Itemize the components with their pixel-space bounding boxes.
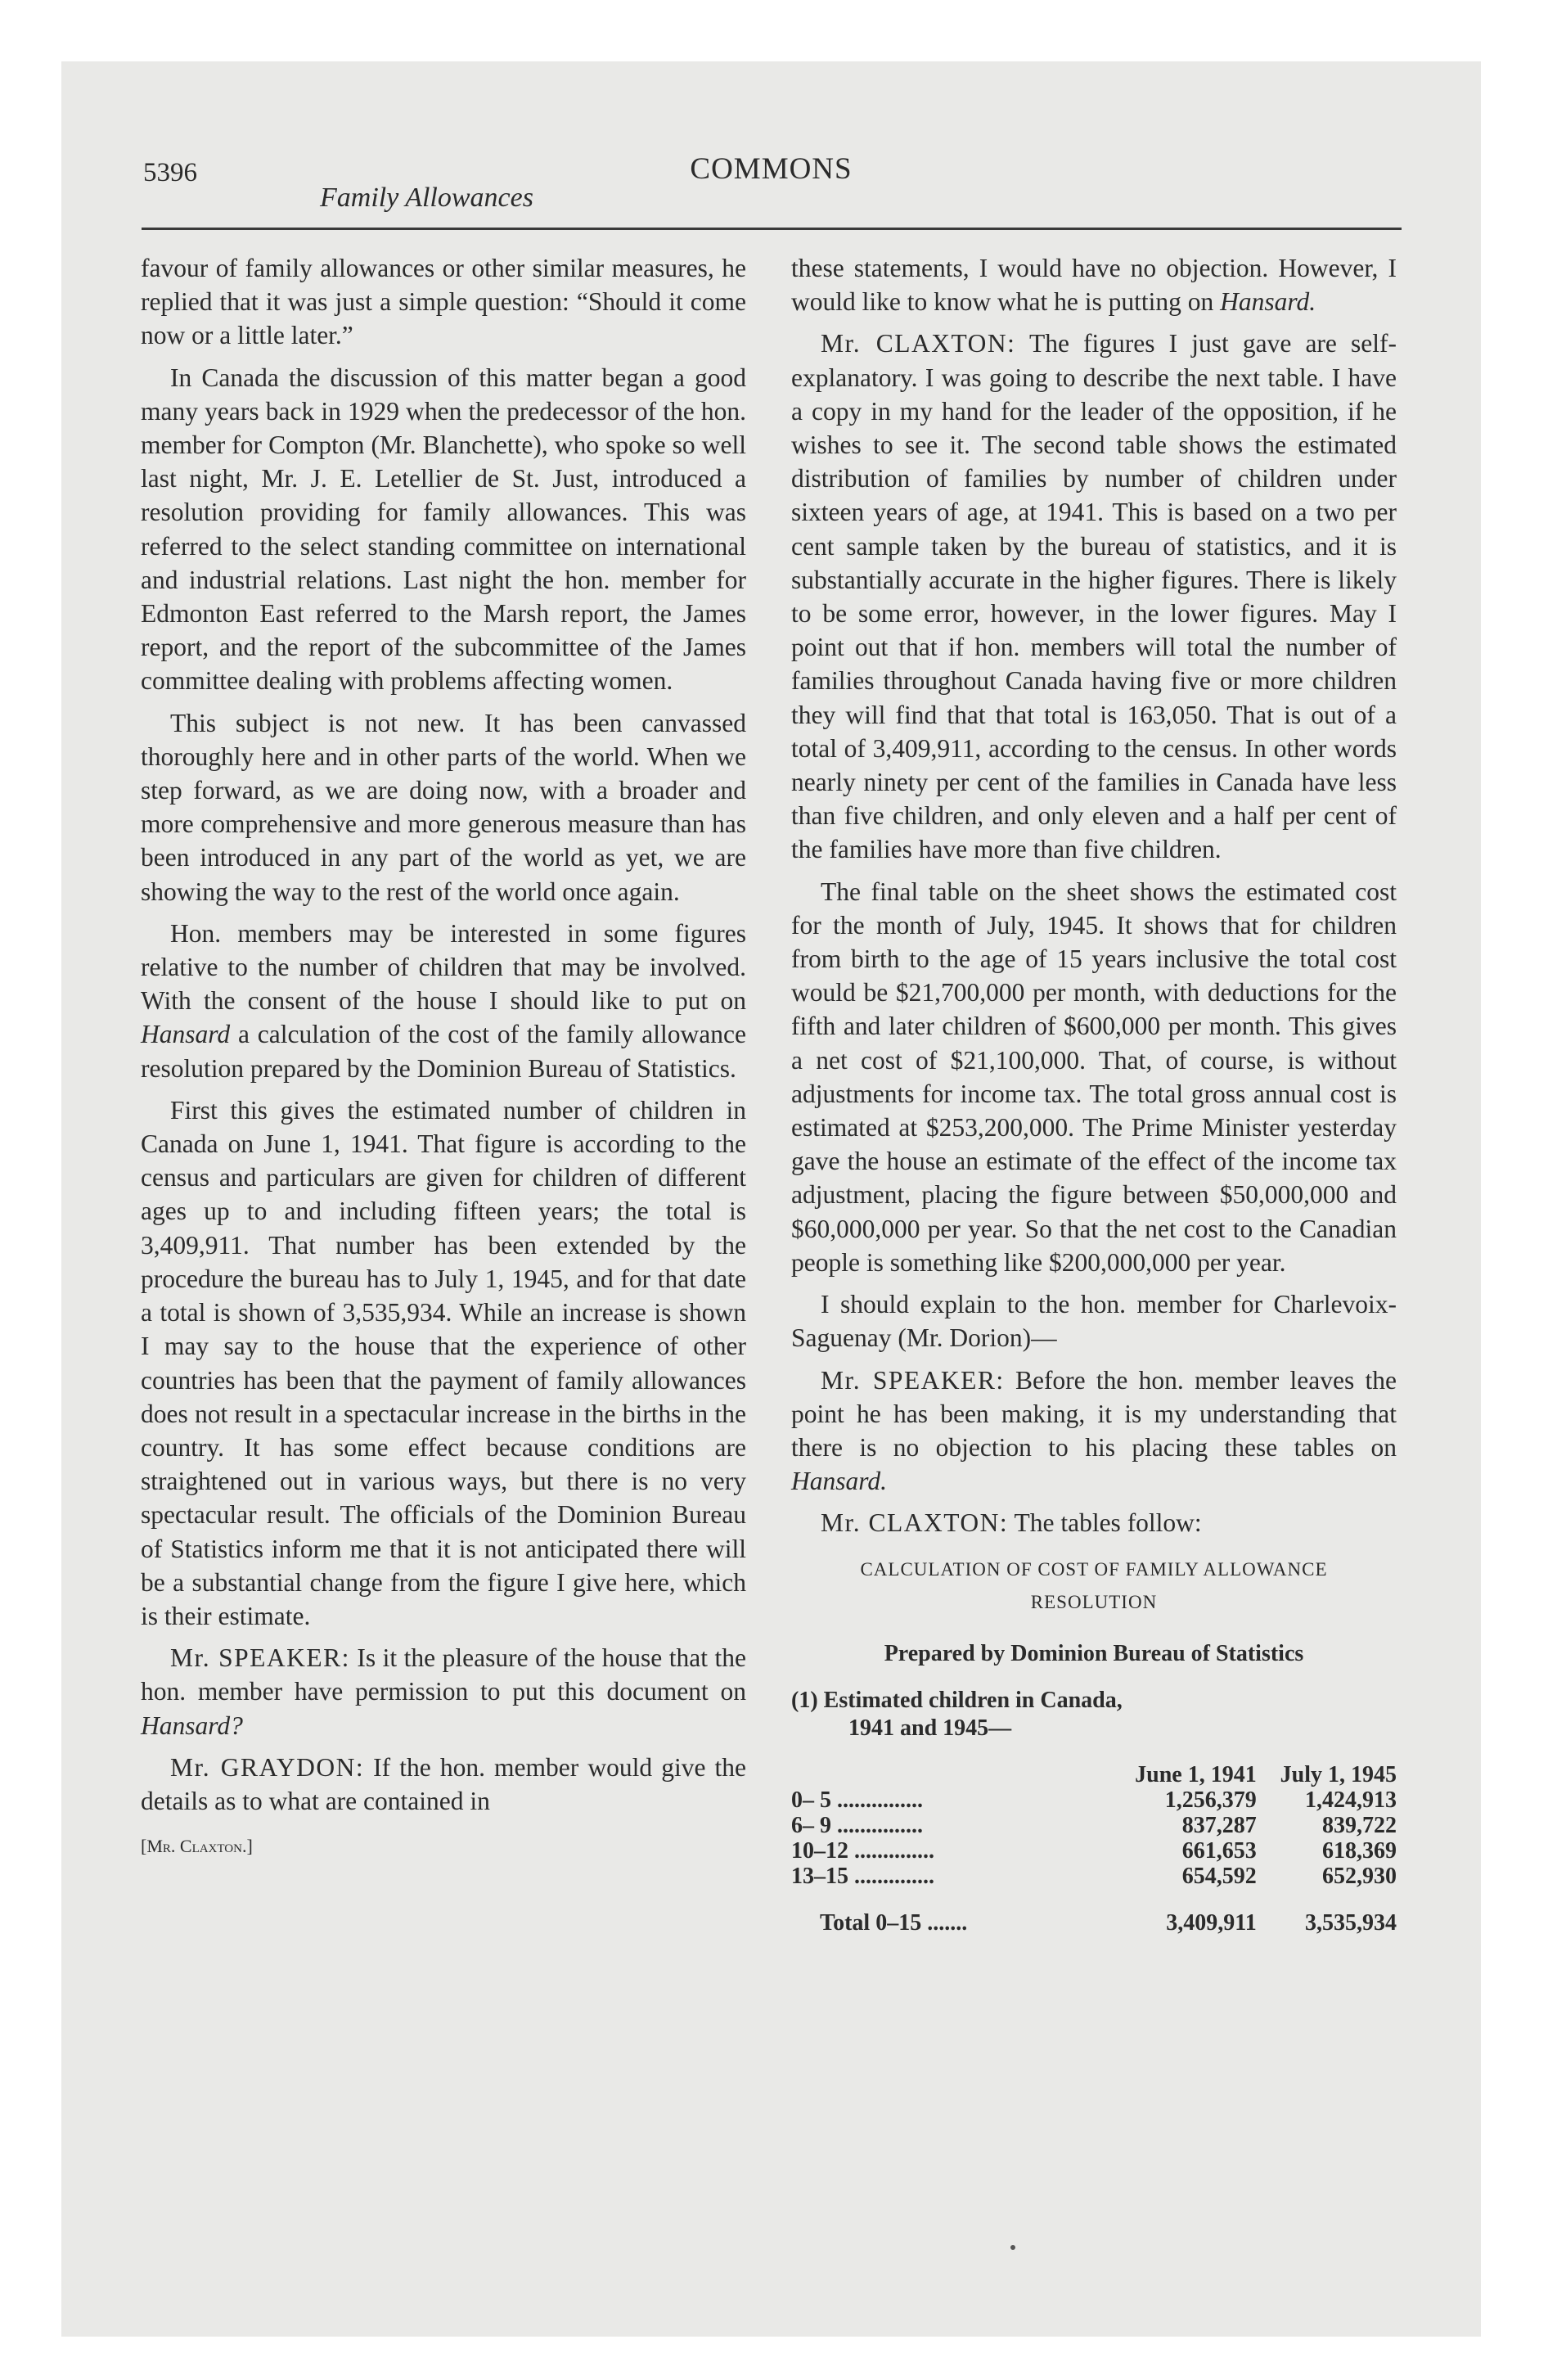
row-label-text: 0– 5 <box>791 1787 831 1813</box>
page-header <box>61 61 1481 258</box>
table-row <box>791 1787 1397 1813</box>
cell-value: 837,287 <box>1181 1812 1257 1838</box>
row-label: 10–12 .............. <box>791 1837 934 1864</box>
italic-text: Hansard. <box>1220 287 1316 317</box>
cell-value: 3,535,934 <box>1305 1909 1397 1936</box>
right-column <box>791 251 1397 1936</box>
row-label-text: 10–12 <box>791 1837 848 1864</box>
italic-text: Hansard. <box>791 1467 887 1496</box>
paragraph-text: If the hon. member would give the details as to what are contained in <box>141 1752 746 1815</box>
column-header: June 1, 1941 <box>1135 1761 1257 1787</box>
paragraph-text: Hon. members may be interested in some figures relative to the number of children that may be involved. With the consent of the house I should like to put on <box>141 918 746 1016</box>
cell-value: 661,653 <box>1181 1837 1257 1864</box>
cell-value: 1,256,379 <box>1164 1787 1257 1813</box>
table-total-row <box>791 1889 1397 1936</box>
section-title <box>791 1687 1397 1742</box>
speaker-name: Mr. CLAXTON: <box>821 329 1016 358</box>
paragraph: I should explain to the hon. member for Charlevoix-Saguenay (Mr. Dorion)— <box>791 1290 1397 1353</box>
paragraph-text: a calculation of the cost of the family allowance resolution prepared by the Dominion Bureau of Statistics. <box>141 1020 746 1083</box>
row-label: 6– 9 ............... <box>791 1812 923 1838</box>
table-header-row <box>791 1762 1397 1787</box>
italic-text: Hansard <box>141 1020 231 1049</box>
italic-text: Hansard? <box>141 1711 243 1740</box>
section-title-line: 1941 and 1945— <box>848 1715 1012 1741</box>
speaker-mark: [Mr. Claxton.] <box>141 1836 253 1857</box>
table-heading-line: CALCULATION OF COST OF FAMILY ALLOWANCE <box>860 1558 1328 1580</box>
cell-value: 618,369 <box>1322 1837 1397 1864</box>
paragraph: First this gives the estimated number of children in Canada on June 1, 1941. That figure is according to the census and particulars are given for children of different ages up to and including fifteen years; the total is 3,409,911. That number has been extended by the procedure the bureau has to July 1, 1945, and for that date a total is shown of 3,535,934. While an increase is shown I may say to the house that the experience of other countries has been that the payment of family allowances does not result in a spectacular increase in the births in the country. It has some effect because conditions are straightened out in various ways, but there is no very spectacular result. The officials of the Dominion Bureau of Statistics inform me that it is not anticipated there will be a substantial change from the figure I give here, which is their estimate. <box>141 1095 746 1630</box>
row-label: 13–15 .............. <box>791 1863 934 1889</box>
paragraph <box>141 1641 746 1742</box>
estimated-children-table <box>791 1762 1397 1936</box>
column-header-spacer <box>791 1762 1110 1787</box>
left-column <box>141 251 746 1863</box>
row-label: Total 0–15 ....... <box>820 1909 968 1936</box>
page-title: COMMONS <box>690 152 853 186</box>
paragraph <box>791 1364 1397 1499</box>
table-heading-line: RESOLUTION <box>1030 1591 1158 1612</box>
page-number: 5396 <box>143 158 197 187</box>
table-heading <box>791 1553 1397 1619</box>
row-label-text: 13–15 <box>791 1863 848 1889</box>
table-row <box>791 1864 1397 1889</box>
column-header: July 1, 1945 <box>1280 1761 1397 1787</box>
table-row <box>791 1813 1397 1838</box>
row-label: 0– 5 ............... <box>791 1787 923 1813</box>
hansard-page <box>61 61 1481 2337</box>
cell-value: 654,592 <box>1181 1863 1257 1889</box>
paragraph-text: these statements, I would have no objection. However, I would like to know what he is putting on <box>791 254 1397 317</box>
statistics-tables <box>791 1553 1397 1936</box>
ink-dot <box>1010 2245 1015 2250</box>
paragraph <box>791 251 1397 318</box>
row-label-text: Total 0–15 <box>820 1909 922 1936</box>
paragraph-text: Is it the pleasure of the house that the hon. member have permission to put this document on <box>141 1643 747 1706</box>
paragraph: The final table on the sheet shows the estimated cost for the month of July, 1945. It shows that for children from birth to the age of 15 years inclusive the total cost would be $21,700,000 per month, with deductions for the fifth and later children of $600,000 per month. This gives a net cost of $21,100,000. That, of course, is without adjustments for income tax. The total gross annual cost is estimated at $253,200,000. The Prime Minister yesterday gave the house an estimate of the effect of the income tax adjustment, placing the figure between $50,000,000 and $60,000,000 per year. So that the net cost to the Canadian people is something like $200,000,000 per year. <box>791 877 1397 1277</box>
paragraph: In Canada the discussion of this matter began a good many years back in 1929 when the predecessor of the hon. member for Compton (Mr. Blanchette), who spoke so well last night, Mr. J. E. Letellier de St. Just, introduced a resolution providing for family allowances. This was referred to the select standing committee on international and industrial relations. Last night the hon. member for Edmonton East referred to the Marsh report, the James report, and the report of the subcommittee of the James committee dealing with problems affecting women. <box>141 363 746 696</box>
cell-value: 652,930 <box>1322 1863 1397 1889</box>
paragraph <box>791 1506 1397 1539</box>
paragraph <box>141 1751 746 1818</box>
paragraph <box>141 917 746 1085</box>
paragraph-text: Before the hon. member leaves the point he has been making, it is my understanding that there is no objection to his placing these tables on <box>791 1365 1397 1462</box>
speaker-name: Mr. CLAXTON: <box>821 1508 1009 1538</box>
paragraph: favour of family allowances or other similar measures, he replied that it was just a simple question: “Should it come now or a little later.” <box>141 254 746 350</box>
section-title-line: (1) Estimated children in Canada, <box>791 1687 1123 1713</box>
paragraph-text: The tables follow: <box>1008 1508 1202 1538</box>
prepared-by: Prepared by Dominion Bureau of Statistics <box>884 1640 1304 1666</box>
table-row <box>791 1838 1397 1864</box>
paragraph: This subject is not new. It has been canvassed thoroughly here and in other parts of the world. When we step forward, as we are doing now, with a broader and more comprehensive and more generous measure than has been introduced in any part of the world as yet, we are showing the way to the rest of the world once again. <box>141 708 746 906</box>
speaker-name: Mr. GRAYDON: <box>170 1752 365 1782</box>
speaker-name: Mr. SPEAKER: <box>821 1365 1005 1395</box>
running-head: Family Allowances <box>320 183 533 213</box>
header-rule <box>142 228 1402 230</box>
cell-value: 3,409,911 <box>1166 1909 1257 1936</box>
cell-value: 839,722 <box>1322 1812 1397 1838</box>
speaker-name: Mr. SPEAKER: <box>170 1643 350 1673</box>
row-label-text: 6– 9 <box>791 1812 831 1838</box>
cell-value: 1,424,913 <box>1305 1787 1397 1813</box>
paragraph-text: The figures I just gave are self-explanatory. I was going to describe the next table. I have a copy in my hand for the leader of the opposition, if he wishes to see it. The second table shows the estimated distribution of families by number of children under sixteen years of age, at 1941. This is based on a two per cent sample taken by the bureau of statistics, and it is substantially accurate in the higher figures. There is likely to be some error, however, in the lower figures. May I point out that if hon. members will total the number of families throughout Canada having five or more children they will find that that total is 163,050. That is out of a total of 3,409,911, according to the census. In other words nearly ninety per cent of the families in Canada have less than five children, and only eleven and a half per cent of the families have more than five children. <box>791 329 1397 864</box>
paragraph <box>791 327 1397 866</box>
